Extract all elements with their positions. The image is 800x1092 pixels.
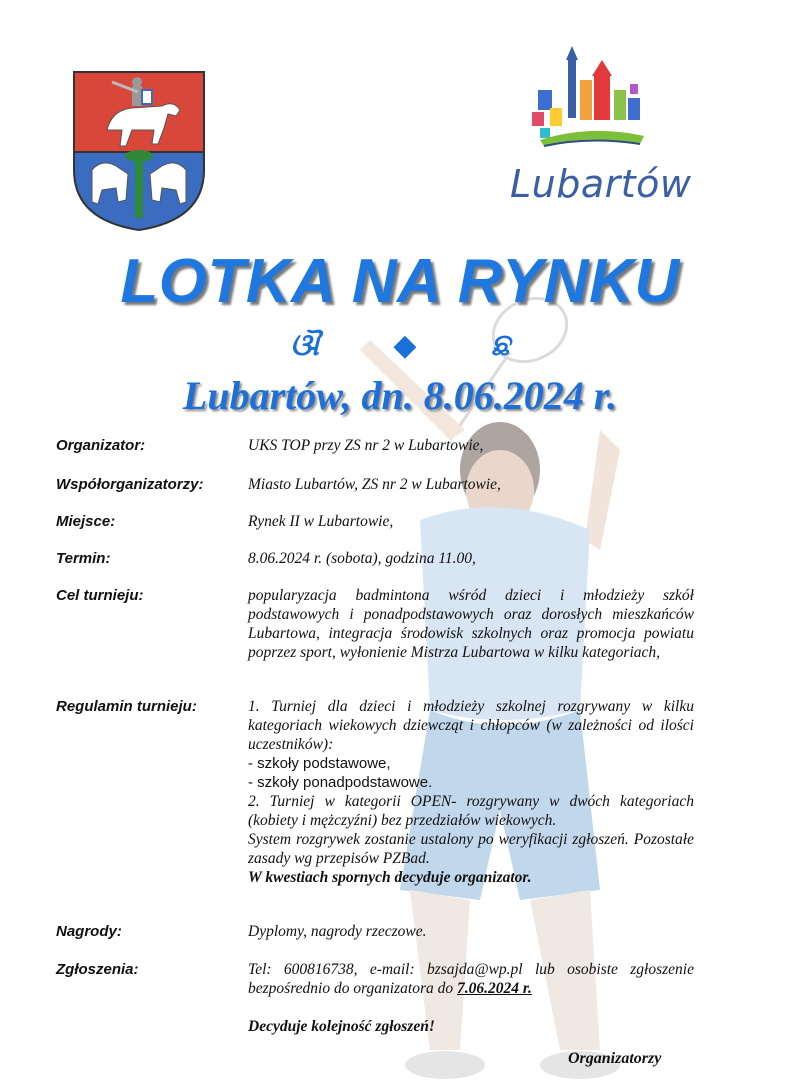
- goal-value: popularyzacja badmintona wśród dzieci i młodzieży szkół podstawowych i ponadpodstawowych oraz dorosłych mieszkańców Lubartowa, integracja środowisk szkolnych oraz promocja powiatu poprzez sport, wyłonienie Mistrza Lubartowa w kilku kategoriach,: [248, 587, 694, 661]
- rules-item-1: - szkoły podstawowe,: [248, 755, 391, 772]
- rules-paragraph-3: System rozgrywek zostanie ustalony po weryfikacji zgłoszeń. Pozostałe zasady wg przepisów PZBad.: [248, 831, 694, 867]
- event-title: LOTKA NA RYNKU: [120, 247, 680, 316]
- town-hall-icon: [510, 40, 670, 160]
- entries-note: Decyduje kolejność zgłoszeń!: [248, 1018, 435, 1035]
- rules-item-2: - szkoły ponadpodstawowe.: [248, 774, 433, 791]
- organizer-value: UKS TOP przy ZS nr 2 w Lubartowie,: [248, 437, 484, 454]
- ornament-left: ଔ: [290, 328, 319, 363]
- coorganizers-value: Miasto Lubartów, ZS nr 2 w Lubartowie,: [248, 476, 501, 493]
- ornament-divider: [0, 328, 800, 363]
- rules-paragraph-2: 2. Turniej w kategorii OPEN- rozgrywany w dwóch kategoriach (kobiety i mężczyźni) bez przedziałów wiekowych.: [248, 793, 694, 829]
- city-logo: [510, 40, 692, 206]
- rules-label: Regulamin turnieju:: [56, 698, 197, 715]
- coat-of-arms-icon: [72, 70, 206, 232]
- entries-text: Tel: 600816738, e-mail: bzsajda@wp.pl lub osobiste zgłoszenie bezpośrednio do organizatora do: [248, 961, 694, 997]
- place-label: Miejsce:: [56, 513, 116, 530]
- event-date-line: Lubartów, dn. 8.06.2024 r.: [182, 373, 618, 418]
- entries-deadline: 7.06.2024 r.: [456, 980, 532, 997]
- rules-paragraph-1: 1. Turniej dla dzieci i młodzieży szkolnej rozgrywany w kilku kategoriach wiekowych dziewcząt i chłopców (w zależności od ilości uczestników):: [248, 698, 694, 753]
- prizes-label: Nagrody:: [56, 923, 122, 940]
- place-value: Rynek II w Lubartowie,: [248, 513, 394, 530]
- ornament-right: ଛ: [490, 328, 510, 363]
- entries-value: [248, 960, 694, 1036]
- term-value: 8.06.2024 r. (sobota), godzina 11.00,: [248, 550, 476, 567]
- coorganizers-label: Współorganizatorzy:: [56, 476, 204, 493]
- organizer-label: Organizator:: [56, 437, 146, 454]
- rules-paragraph-4: W kwestiach spornych decyduje organizator.: [248, 869, 532, 886]
- rules-value: [248, 697, 694, 887]
- entries-label: Zgłoszenia:: [56, 961, 139, 978]
- term-label: Termin:: [56, 550, 111, 567]
- goal-label: Cel turnieju:: [56, 587, 144, 604]
- city-logo-text: Lubartów: [510, 162, 692, 206]
- prizes-value: Dyplomy, nagrody rzeczowe.: [248, 923, 427, 940]
- ornament-mid: ◆: [393, 328, 417, 363]
- signature: Organizatorzy: [568, 1050, 662, 1067]
